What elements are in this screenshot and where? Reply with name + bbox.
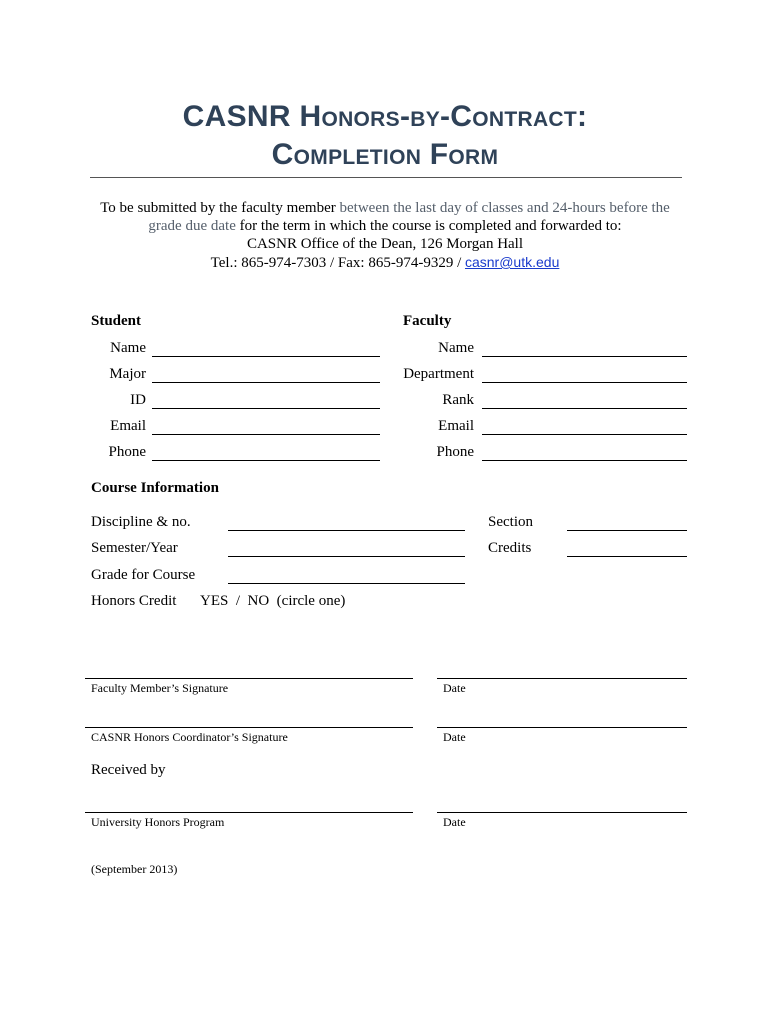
faculty-rank-label: Rank bbox=[442, 392, 474, 408]
coordinator-signature-label: CASNR Honors Coordinator’s Signature bbox=[91, 730, 288, 744]
intro-forward-text: for the term in which the course is completed and forwarded to: bbox=[235, 218, 622, 234]
intro-deadline-text: between the last day of classes and 24-hours before the bbox=[339, 200, 670, 216]
university-date-label: Date bbox=[443, 815, 466, 829]
coordinator-signature-line[interactable] bbox=[85, 727, 413, 728]
faculty-email-field[interactable] bbox=[482, 434, 687, 435]
contact-line bbox=[60, 253, 710, 272]
email-link[interactable]: casnr@utk.edu bbox=[464, 254, 560, 270]
faculty-email-label: Email bbox=[438, 418, 474, 434]
office-address: CASNR Office of the Dean, 126 Morgan Hall bbox=[246, 236, 524, 252]
student-heading: Student bbox=[91, 313, 142, 329]
semester-year-label: Semester/Year bbox=[91, 540, 178, 556]
form-title-line-1: CASNR Honors-by-Contract: bbox=[182, 100, 588, 133]
faculty-date-line[interactable] bbox=[437, 678, 687, 679]
discipline-label: Discipline & no. bbox=[91, 514, 191, 530]
university-signature-line[interactable] bbox=[85, 812, 413, 813]
semester-year-field[interactable] bbox=[228, 556, 465, 557]
honors-credit-label: Honors Credit bbox=[91, 593, 177, 609]
faculty-date-label: Date bbox=[443, 681, 466, 695]
faculty-name-field[interactable] bbox=[482, 356, 687, 357]
intro-grade-due-text: grade due date bbox=[148, 218, 236, 234]
intro-line-1 bbox=[60, 199, 710, 217]
faculty-department-label: Department bbox=[403, 366, 474, 382]
faculty-heading: Faculty bbox=[403, 313, 452, 329]
student-major-field[interactable] bbox=[152, 382, 380, 383]
contact-phone-fax: Tel.: 865-974-7303 / Fax: 865-974-9329 / bbox=[210, 255, 465, 271]
credits-field[interactable] bbox=[567, 556, 687, 557]
faculty-signature-line[interactable] bbox=[85, 678, 413, 679]
faculty-phone-label: Phone bbox=[436, 444, 474, 460]
university-honors-label: University Honors Program bbox=[91, 815, 225, 829]
intro-text: To be submitted by the faculty member bbox=[100, 200, 340, 216]
form-version: (September 2013) bbox=[91, 862, 178, 876]
coordinator-date-label: Date bbox=[443, 730, 466, 744]
student-email-label: Email bbox=[110, 418, 146, 434]
student-major-label: Major bbox=[109, 366, 146, 382]
credits-label: Credits bbox=[488, 540, 532, 556]
student-id-label: ID bbox=[130, 392, 146, 408]
title-divider bbox=[90, 177, 682, 178]
section-label: Section bbox=[488, 514, 533, 530]
coordinator-date-line[interactable] bbox=[437, 727, 687, 728]
student-id-field[interactable] bbox=[152, 408, 380, 409]
discipline-field[interactable] bbox=[228, 530, 465, 531]
form-title-line-2: Completion Form bbox=[271, 138, 499, 171]
student-phone-field[interactable] bbox=[152, 460, 380, 461]
faculty-rank-field[interactable] bbox=[482, 408, 687, 409]
university-date-line[interactable] bbox=[437, 812, 687, 813]
student-name-label: Name bbox=[110, 340, 146, 356]
grade-field[interactable] bbox=[228, 583, 465, 584]
student-email-field[interactable] bbox=[152, 434, 380, 435]
section-field[interactable] bbox=[567, 530, 687, 531]
faculty-name-label: Name bbox=[438, 340, 474, 356]
received-by-label: Received by bbox=[91, 762, 166, 778]
faculty-signature-label: Faculty Member’s Signature bbox=[91, 681, 229, 695]
honors-credit-options[interactable]: YES / NO (circle one) bbox=[200, 593, 346, 609]
course-info-heading: Course Information bbox=[91, 480, 219, 496]
grade-label: Grade for Course bbox=[91, 567, 196, 583]
student-name-field[interactable] bbox=[152, 356, 380, 357]
faculty-department-field[interactable] bbox=[482, 382, 687, 383]
faculty-phone-field[interactable] bbox=[482, 460, 687, 461]
intro-line-2 bbox=[60, 217, 710, 235]
student-phone-label: Phone bbox=[108, 444, 146, 460]
